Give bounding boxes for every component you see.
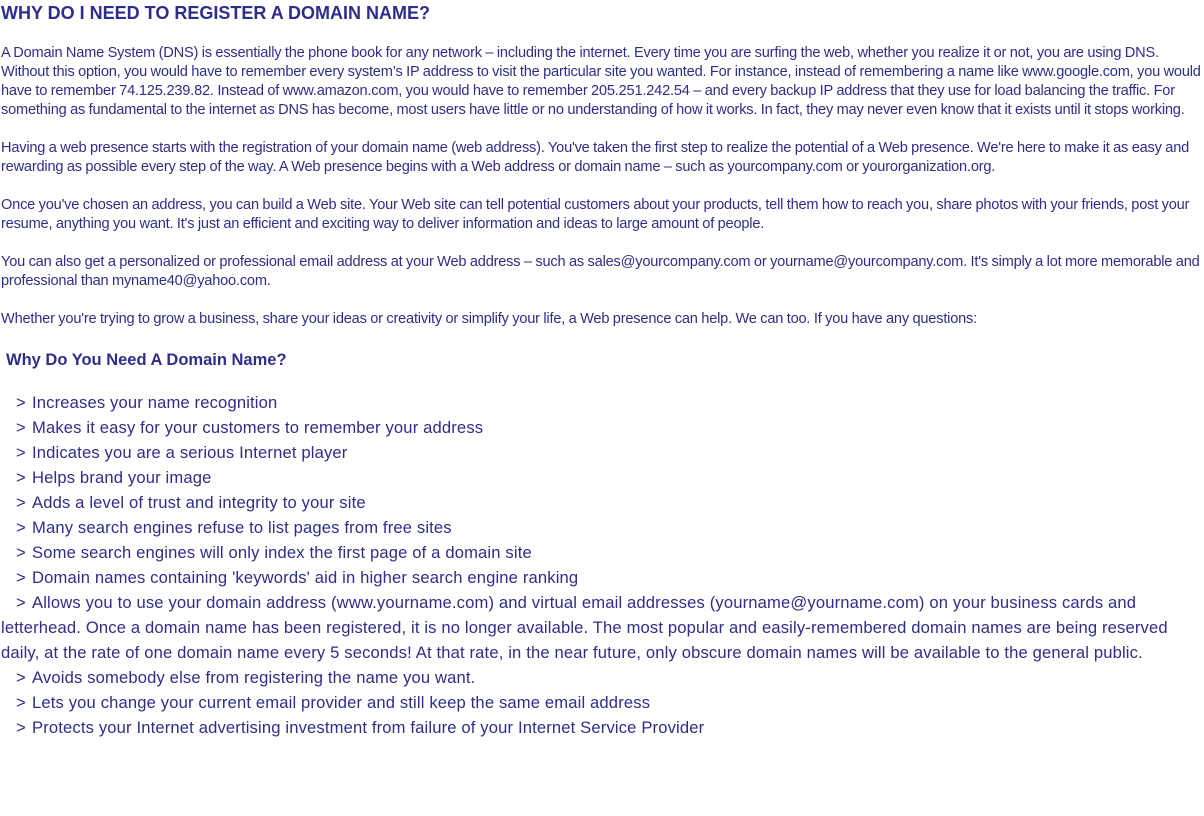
list-item xyxy=(1,540,1204,565)
section-heading: Why Do You Need A Domain Name? xyxy=(6,351,287,369)
list-item xyxy=(1,440,1204,465)
list-item-text: Some search engines will only index the first page of a domain site xyxy=(32,543,532,562)
bullet-marker: > xyxy=(16,443,26,462)
bullet-marker: > xyxy=(16,393,26,412)
bullet-marker: > xyxy=(16,418,26,437)
bullet-marker: > xyxy=(16,518,26,537)
list-item-text: Lets you change your current email provider and still keep the same email address xyxy=(32,693,651,712)
bullet-marker: > xyxy=(16,668,26,687)
list-item-text: Adds a level of trust and integrity to your site xyxy=(32,493,366,512)
paragraph-web-site: Once you've chosen an address, you can build a Web site. Your Web site can tell potential customers about your products, tell them how to reach you, share photos with your friends, post your resume, anything you want. It's just an efficient and exciting way to deliver information and ideas to large amount of people. xyxy=(1,197,1190,232)
page-title: WHY DO I NEED TO REGISTER A DOMAIN NAME? xyxy=(1,3,431,23)
benefits-list xyxy=(1,390,1204,740)
list-item-text: Increases your name recognition xyxy=(32,393,278,412)
list-item-text: Indicates you are a serious Internet player xyxy=(32,443,348,462)
list-item-text: Domain names containing 'keywords' aid in higher search engine ranking xyxy=(32,568,579,587)
bullet-marker: > xyxy=(16,693,26,712)
bullet-marker: > xyxy=(16,493,26,512)
paragraph-web-presence: Having a web presence starts with the registration of your domain name (web address). You've taken the first step to realize the potential of a Web presence. We're here to make it as easy and rewarding as possible every step of the way. A Web presence begins with a Web address or domain name – such as yourcompany.com or yourorganization.org. xyxy=(1,140,1190,175)
list-item-text: Allows you to use your domain address (www.yourname.com) and virtual email addresses (yourname@yourname.com) on your business cards and letterhead. Once a domain name has been registered, it is no longer available. The most popular and easily-remembered domain names are being reserved daily, at the rate of one domain name every 5 seconds! At that rate, in the near future, only obscure domain names will be available to the general public. xyxy=(1,593,1168,662)
list-item xyxy=(1,665,1204,690)
paragraph-questions: Whether you're trying to grow a business, share your ideas or creativity or simplify your life, a Web presence can help. We can too. If you have any questions: xyxy=(1,311,978,327)
list-item xyxy=(1,590,1204,665)
list-item-text: Helps brand your image xyxy=(32,468,212,487)
bullet-marker: > xyxy=(16,543,26,562)
list-item-text: Many search engines refuse to list pages from free sites xyxy=(32,518,452,537)
list-item-text: Avoids somebody else from registering the name you want. xyxy=(32,668,476,687)
paragraph-email: You can also get a personalized or professional email address at your Web address – such as sales@yourcompany.com or yourname@yourcompany.com. It's simply a lot more memorable and professional than myname40@yahoo.com. xyxy=(1,254,1200,289)
list-item xyxy=(1,415,1204,440)
list-item xyxy=(1,390,1204,415)
bullet-marker: > xyxy=(16,593,26,612)
bullet-marker: > xyxy=(16,718,26,737)
bullet-marker: > xyxy=(16,568,26,587)
list-item-text: Protects your Internet advertising investment from failure of your Internet Service Provider xyxy=(32,718,705,737)
intro-section xyxy=(1,44,1204,329)
list-item xyxy=(1,565,1204,590)
bullet-marker: > xyxy=(16,468,26,487)
list-item xyxy=(1,715,1204,740)
paragraph-dns: A Domain Name System (DNS) is essentially the phone book for any network – including the internet. Every time you are surfing the web, whether you realize it or not, you are using DNS. Without this option, you would have to remember every system’s IP address to visit the particular site you wanted. For instance, instead of remembering a name like www.google.com, you would have to remember 74.125.239.82. Instead of www.amazon.com, you would have to remember 205.251.242.54 – and every backup IP address that they use for load balancing the traffic. For something as fundamental to the internet as DNS has become, most users have little or no understanding of how it works. In fact, they may never even know that it exists until it stops working. xyxy=(1,45,1201,118)
list-item xyxy=(1,490,1204,515)
list-item-text: Makes it easy for your customers to remember your address xyxy=(32,418,484,437)
list-item xyxy=(1,515,1204,540)
list-item xyxy=(1,690,1204,715)
list-item xyxy=(1,465,1204,490)
